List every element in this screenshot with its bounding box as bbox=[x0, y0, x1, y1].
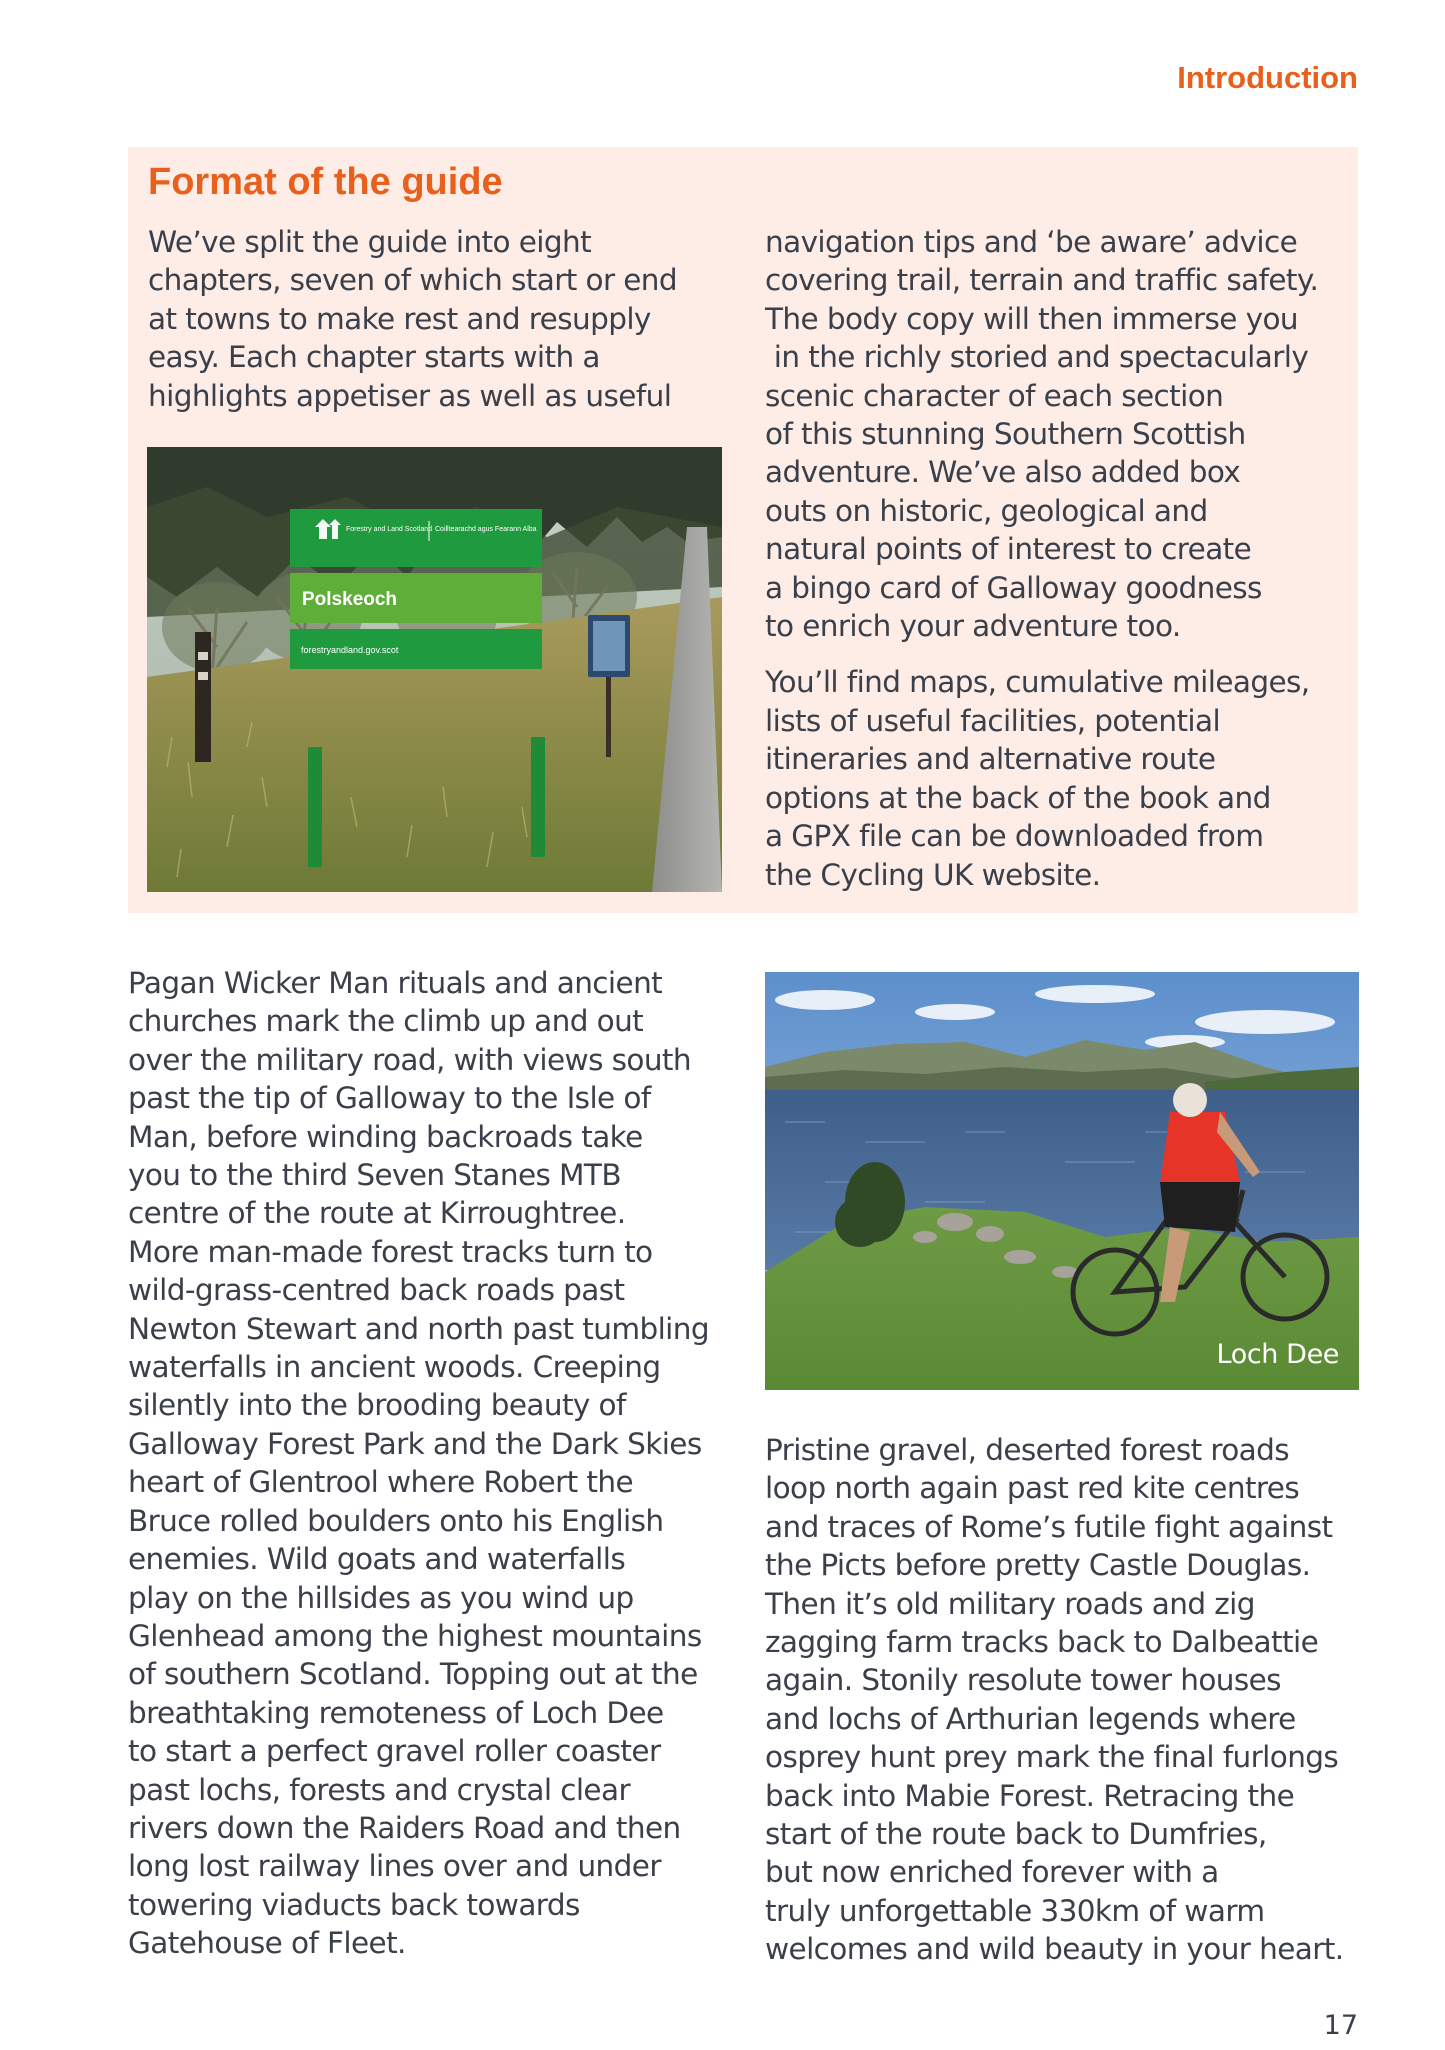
box-left-text bbox=[148, 223, 677, 415]
page-number: 17 bbox=[1323, 2010, 1358, 2041]
text-line: Galloway Forest Park and the Dark Skies bbox=[128, 1426, 702, 1461]
text-line: navigation tips and ‘be aware’ advice bbox=[765, 225, 1298, 259]
text-line: The body copy will then immerse you bbox=[765, 301, 1299, 336]
text-line: towering viaducts back towards bbox=[128, 1887, 580, 1922]
text-line: osprey hunt prey mark the final furlongs bbox=[765, 1740, 1339, 1775]
text-line: Glenhead among the highest mountains bbox=[128, 1618, 702, 1653]
text-line: scenic character of each section bbox=[765, 378, 1224, 413]
text-line: of this stunning Southern Scottish bbox=[765, 417, 1246, 452]
text-line: again. Stonily resolute tower houses bbox=[765, 1663, 1281, 1698]
text-line: back into Mabie Forest. Retracing the bbox=[765, 1778, 1295, 1813]
text-line: and traces of Rome’s futile fight against bbox=[765, 1509, 1333, 1544]
text-line: Then it’s old military roads and zig bbox=[765, 1586, 1255, 1621]
box-right-text bbox=[765, 223, 1318, 894]
text-line: waterfalls in ancient woods. Creeping bbox=[128, 1350, 661, 1385]
text-line: zagging farm tracks back to Dalbeattie bbox=[765, 1625, 1319, 1660]
text-line: to enrich your adventure too. bbox=[765, 609, 1181, 644]
text-line: silently into the brooding beauty of bbox=[128, 1388, 626, 1423]
text-line: covering trail, terrain and traffic safety. bbox=[765, 263, 1319, 298]
text-line: heart of Glentrool where Robert the bbox=[128, 1465, 633, 1500]
text-line: rivers down the Raiders Road and then bbox=[128, 1810, 681, 1845]
text-line: at towns to make rest and resupply bbox=[148, 301, 651, 336]
text-line: We’ve split the guide into eight bbox=[148, 225, 592, 259]
sign-org-en: Forestry and Land Scotland bbox=[346, 526, 432, 533]
text-line: past lochs, forests and crystal clear bbox=[128, 1772, 630, 1807]
text-line: adventure. We’ve also added box bbox=[765, 455, 1241, 490]
text-line: the Cycling UK website. bbox=[765, 857, 1101, 892]
text-line: Pagan Wicker Man rituals and ancient bbox=[128, 966, 663, 1000]
body-left-text bbox=[128, 964, 709, 1963]
text-line: a GPX file can be downloaded from bbox=[765, 819, 1264, 854]
body-right-text bbox=[765, 1431, 1344, 1969]
text-line: play on the hillsides as you wind up bbox=[128, 1580, 634, 1615]
text-line: options at the back of the book and bbox=[765, 780, 1271, 815]
text-line: enemies. Wild goats and waterfalls bbox=[128, 1542, 626, 1577]
text-line: natural points of interest to create bbox=[765, 532, 1252, 567]
text-line: truly unforgettable 330km of warm bbox=[765, 1893, 1265, 1928]
text-line: but now enriched forever with a bbox=[765, 1855, 1219, 1890]
text-line: wild-grass-centred back roads past bbox=[128, 1273, 625, 1308]
sign-place-name: Polskeoch bbox=[302, 589, 398, 610]
sign-org-gd: Coilltearachd agus Fearann Alba bbox=[435, 526, 537, 533]
text-line: outs on historic, geological and bbox=[765, 493, 1208, 528]
text-line: Gatehouse of Fleet. bbox=[128, 1926, 406, 1961]
text-line: to start a perfect gravel roller coaster bbox=[128, 1734, 661, 1769]
text-line: and lochs of Arthurian legends where bbox=[765, 1701, 1296, 1736]
text-line: churches mark the climb up and out bbox=[128, 1004, 644, 1039]
text-line: welcomes and wild beauty in your heart. bbox=[765, 1932, 1344, 1967]
text-line: Man, before winding backroads take bbox=[128, 1119, 643, 1154]
text-line: Bruce rolled boulders onto his English bbox=[128, 1503, 664, 1538]
format-box bbox=[128, 147, 1358, 913]
section-title: Introduction bbox=[1177, 60, 1358, 95]
box-heading: Format of the guide bbox=[148, 161, 503, 203]
text-line: past the tip of Galloway to the Isle of bbox=[128, 1081, 651, 1116]
text-line: the Picts before pretty Castle Douglas. bbox=[765, 1548, 1311, 1583]
text-line: a bingo card of Galloway goodness bbox=[765, 570, 1262, 605]
text-line: Newton Stewart and north past tumbling bbox=[128, 1311, 709, 1346]
text-line: you to the third Seven Stanes MTB bbox=[128, 1158, 621, 1193]
text-line: in the richly storied and spectacularly bbox=[765, 340, 1309, 375]
text-line: over the military road, with views south bbox=[128, 1042, 691, 1077]
text-line: centre of the route at Kirroughtree. bbox=[128, 1196, 626, 1231]
text-line: Pristine gravel, deserted forest roads bbox=[765, 1433, 1290, 1467]
text-line: You’ll find maps, cumulative mileages, bbox=[765, 665, 1310, 700]
text-line: breathtaking remoteness of Loch Dee bbox=[128, 1695, 664, 1730]
text-line: easy. Each chapter starts with a bbox=[148, 340, 600, 375]
photo-caption: Loch Dee bbox=[1216, 1339, 1339, 1370]
text-line: itineraries and alternative route bbox=[765, 742, 1216, 777]
text-line: loop north again past red kite centres bbox=[765, 1471, 1300, 1506]
text-line: lists of useful facilities, potential bbox=[765, 703, 1221, 738]
text-line: long lost railway lines over and under bbox=[128, 1849, 661, 1884]
polskeoch-sign-photo bbox=[147, 447, 722, 892]
text-line: chapters, seven of which start or end bbox=[148, 263, 678, 298]
sign-url: forestryandland.gov.scot bbox=[301, 645, 399, 655]
text-line: More man-made forest tracks turn to bbox=[128, 1234, 653, 1269]
loch-dee-photo bbox=[765, 972, 1359, 1390]
text-line: highlights appetiser as well as useful bbox=[148, 378, 672, 413]
text-line: of southern Scotland. Topping out at the bbox=[128, 1657, 698, 1692]
text-line: start of the route back to Dumfries, bbox=[765, 1817, 1267, 1852]
